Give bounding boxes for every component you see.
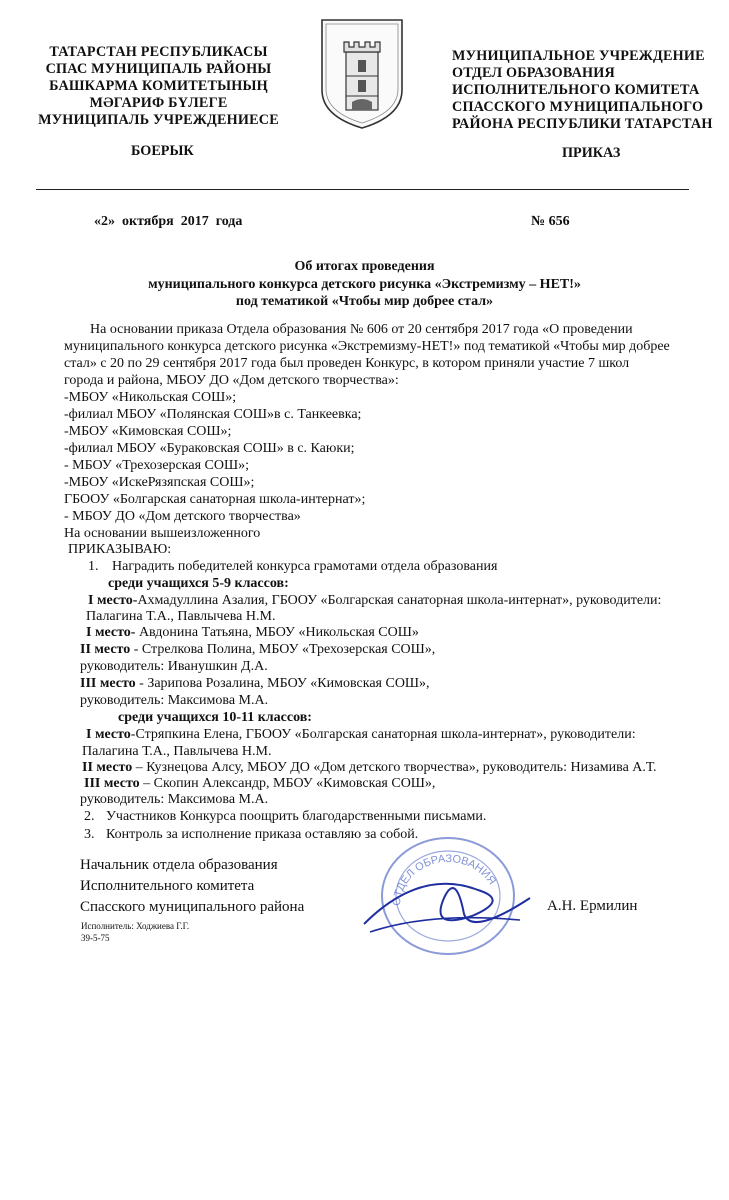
- preamble-line: стал» с 20 по 29 сентября 2017 года был проведен Конкурс, в котором приняли участие 7 школ: [64, 356, 630, 371]
- title-line: Об итогах проведения: [294, 259, 435, 274]
- header-left-line: СПАС МУНИЦИПАЛЬ РАЙОНЫ: [45, 61, 272, 77]
- header-left-line: БАШКАРМА КОМИТЕТЫНЫҢ: [49, 78, 268, 94]
- header-left-line: МӘГАРИФ БҮЛЕГЕ: [89, 95, 228, 111]
- winner-line: [86, 726, 636, 743]
- leader-line: Палагина Т.А., Павлычева Н.М.: [86, 609, 276, 624]
- participant-item: ГБООУ «Болгарская санаторная школа-интернат»;: [64, 492, 366, 507]
- winner-text: - Стрелкова Полина, МБОУ «Трехозерская СОШ»,: [130, 642, 436, 657]
- winner-text: -Стряпкина Елена, ГБООУ «Болгарская санаторная школа-интернат», руководители:: [130, 727, 636, 742]
- winner-text: – Кузнецова Алсу, МБОУ ДО «Дом детского творчества», руководитель: Низамива А.Т.: [132, 760, 657, 775]
- title-line: под тематикой «Чтобы мир добрее стал»: [235, 294, 494, 309]
- header-right-line: СПАССКОГО МУНИЦИПАЛЬНОГО: [452, 99, 704, 115]
- winner-text: – Скопин Александр, МБОУ «Кимовская СОШ»,: [139, 776, 436, 791]
- participant-item: -МБОУ «ИскеРязяпская СОШ»;: [64, 475, 255, 490]
- signer-line: Спасского муниципального района: [80, 899, 305, 915]
- doc-type-tatar: БОЕРЫК: [131, 143, 194, 159]
- winner-text: Авдонина Татьяна, МБОУ «Никольская СОШ»: [135, 625, 419, 640]
- preamble-line: муниципального конкурса детского рисунка «Экстремизму-НЕТ!» под тематикой «Чтобы мир добрее: [64, 339, 670, 354]
- group-heading: среди учащихся 5-9 классов:: [108, 576, 289, 591]
- place-label: III место: [84, 776, 140, 791]
- header-right-line: МУНИЦИПАЛЬНОЕ УЧРЕЖДЕНИЕ: [452, 48, 705, 64]
- item-number: 1.: [88, 559, 99, 574]
- participant-item: -филиал МБОУ «Бураковская СОШ» в с. Каюки;: [64, 441, 355, 456]
- header-left-block: [36, 44, 281, 129]
- winner-line: [80, 675, 430, 692]
- executor-phone: 39-5-75: [81, 932, 110, 943]
- basis-text: На основании вышеизложенного: [64, 526, 261, 541]
- winner-line: [88, 592, 661, 609]
- header-right-line: ОТДЕЛ ОБРАЗОВАНИЯ: [452, 65, 615, 81]
- winner-text: - Зарипова Розалина, МБОУ «Кимовская СОШ»,: [135, 676, 430, 691]
- place-label: III место: [80, 676, 136, 691]
- item-text: Наградить победителей конкурса грамотами отдела образования: [112, 559, 498, 574]
- header-left-line: МУНИЦИПАЛЬ УЧРЕЖДЕНИЕСЕ: [38, 112, 279, 128]
- winner-line: [86, 624, 419, 641]
- winner-line: [84, 775, 435, 792]
- order-title: [0, 258, 729, 311]
- signer-line: Начальник отдела образования: [80, 857, 278, 873]
- participant-item: - МБОУ «Трехозерская СОШ»;: [64, 458, 249, 473]
- winner-line: [80, 641, 435, 658]
- leader-line: руководитель: Максимова М.А.: [80, 693, 269, 708]
- place-label: I место-: [86, 625, 136, 640]
- official-stamp-icon: [360, 828, 535, 963]
- winner-line: [82, 759, 657, 776]
- executor-name: Исполнитель: Ходжиева Г.Г.: [81, 921, 190, 931]
- doc-type-russian: ПРИКАЗ: [562, 145, 621, 161]
- item-number: 2.: [84, 809, 95, 824]
- coat-of-arms-icon: [316, 16, 408, 137]
- leader-line: Палагина Т.А., Павлычева Н.М.: [82, 744, 272, 759]
- place-label: I место-: [88, 593, 138, 608]
- signer-name: А.Н. Ермилин: [547, 898, 638, 914]
- header-right-block: [452, 48, 722, 133]
- participant-item: -МБОУ «Кимовская СОШ»;: [64, 424, 232, 439]
- leader-line: руководитель: Максимова М.А.: [80, 792, 269, 807]
- participant-item: - МБОУ ДО «Дом детского творчества»: [64, 509, 301, 524]
- participant-item: -МБОУ «Никольская СОШ»;: [64, 390, 237, 405]
- orders-heading: ПРИКАЗЫВАЮ:: [68, 542, 172, 557]
- title-line: муниципального конкурса детского рисунка «Экстремизму – НЕТ!»: [148, 276, 581, 292]
- signer-block: [80, 855, 304, 918]
- stamp-text: ОТДЕЛ ОБРАЗОВАНИЯ: [390, 852, 498, 907]
- place-label: II место: [82, 760, 133, 775]
- header-right-line: РАЙОНА РЕСПУБЛИКИ ТАТАРСТАН: [452, 116, 713, 132]
- item-text: Участников Конкурса поощрить благодарственными письмами.: [106, 809, 487, 824]
- order-number: № 656: [531, 214, 570, 229]
- header-left-line: ТАТАРСТАН РЕСПУБЛИКАСЫ: [49, 44, 268, 60]
- preamble-line: города и района, МБОУ ДО «Дом детского творчества»:: [64, 373, 399, 388]
- item-text: Контроль за исполнение приказа оставляю за собой.: [106, 827, 419, 842]
- executor-block: [81, 921, 189, 944]
- header-divider: [36, 189, 689, 190]
- header-right-line: ИСПОЛНИТЕЛЬНОГО КОМИТЕТА: [452, 82, 700, 98]
- order-date: «2» октября 2017 года: [94, 214, 243, 229]
- leader-line: руководитель: Иванушкин Д.А.: [80, 659, 268, 674]
- place-label: I место: [86, 727, 131, 742]
- preamble-line: На основании приказа Отдела образования № 606 от 20 сентября 2017 года «О проведении: [90, 322, 633, 337]
- winner-text: Ахмадуллина Азалия, ГБООУ «Болгарская санаторная школа-интернат», руководители:: [137, 593, 662, 608]
- signer-line: Исполнительного комитета: [80, 878, 255, 894]
- item-number: 3.: [84, 827, 95, 842]
- place-label: II место: [80, 642, 131, 657]
- participant-item: -филиал МБОУ «Полянская СОШ»в с. Танкеевка;: [64, 407, 362, 422]
- group-heading: среди учащихся 10-11 классов:: [118, 710, 312, 725]
